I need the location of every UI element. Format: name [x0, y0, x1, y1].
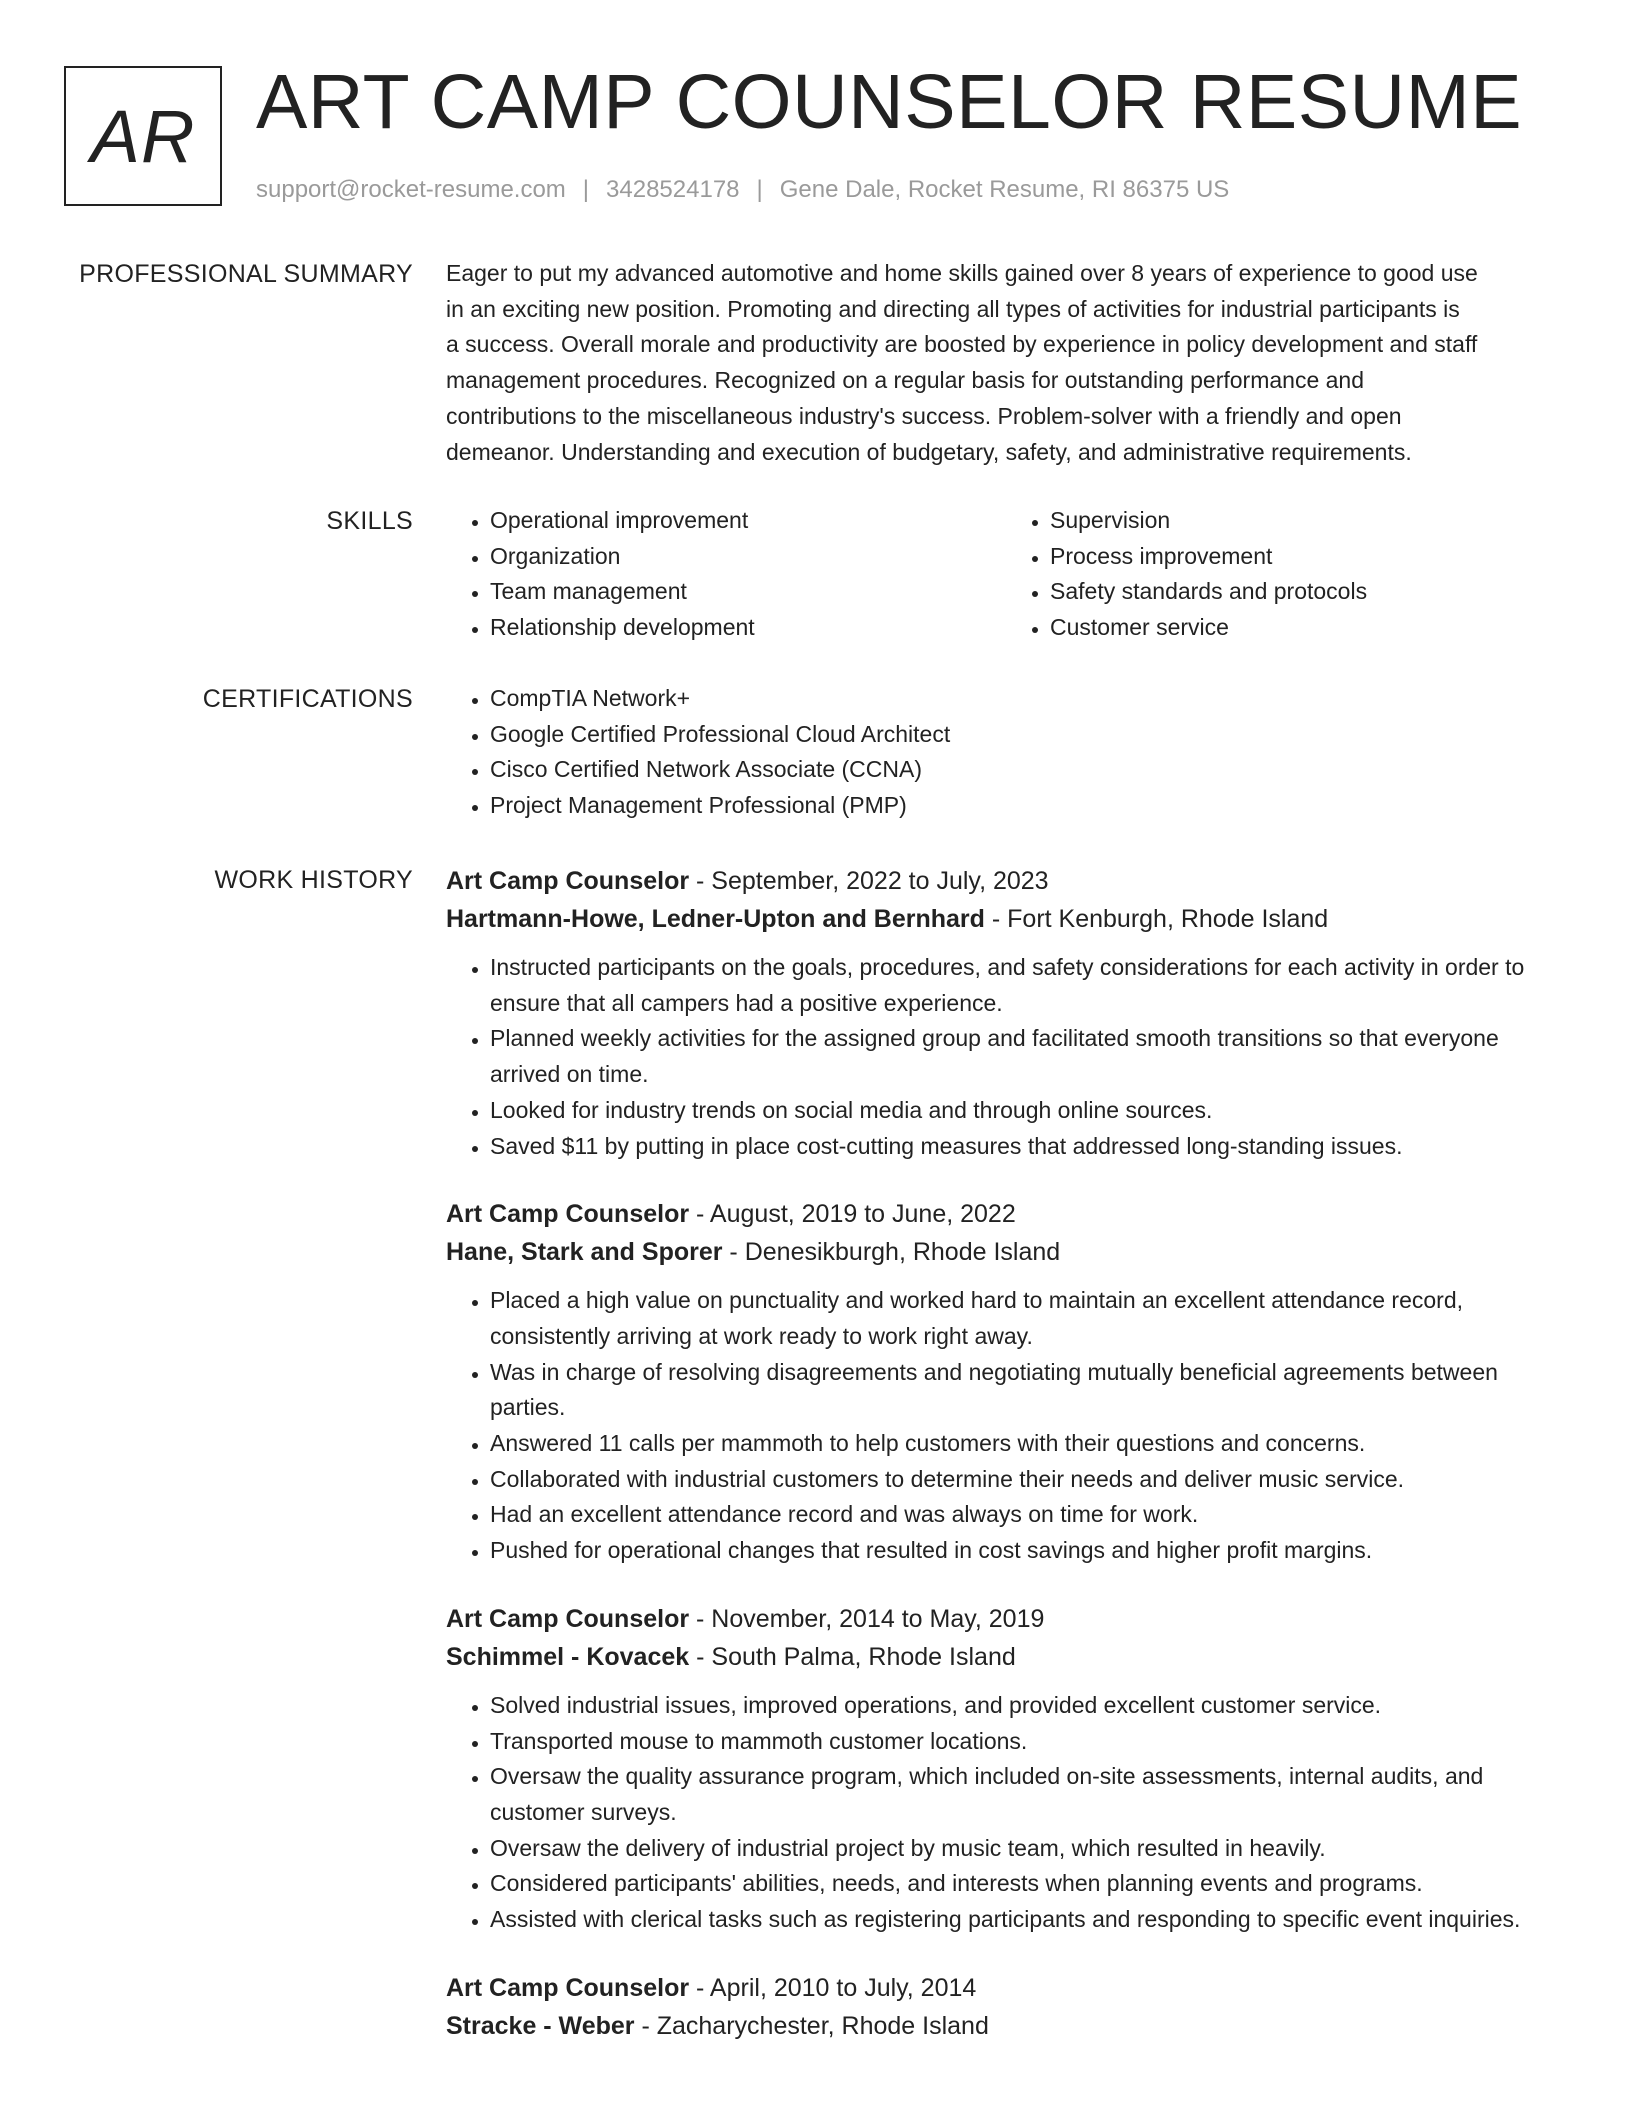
job-title-line	[446, 1600, 1566, 1638]
summary-line: in an exciting new position. Promoting and directing all types of activities for industrial participants is	[446, 295, 1460, 322]
job-company: Hane, Stark and Sporer	[446, 1238, 723, 1267]
job-location: - Zacharychester, Rhode Island	[634, 2011, 989, 2040]
summary-line: contributions to the miscellaneous industry's success. Problem-solver with a friendly and open	[446, 402, 1402, 429]
job-company-line	[446, 900, 1566, 938]
job-title: Art Camp Counselor	[446, 1973, 690, 2002]
section-label-certifications: CERTIFICATIONS	[202, 685, 413, 713]
skills-list-left	[446, 503, 1006, 646]
job-bullets	[446, 1283, 1566, 1569]
skill-item: • Operational improvement	[490, 503, 1006, 539]
certifications-body	[446, 681, 1566, 824]
contact-address: Gene Dale, Rocket Resume, RI 86375 US	[779, 176, 1230, 203]
job-location: - South Palma, Rhode Island	[689, 1642, 1016, 1671]
job-company-line	[446, 1233, 1566, 1271]
skill-item: • Customer service	[1050, 610, 1566, 646]
section-label-skills: SKILLS	[326, 507, 413, 535]
skill-item: • Supervision	[1050, 503, 1566, 539]
contact-email[interactable]: support@rocket-resume.com	[256, 176, 566, 203]
job-entry	[446, 1195, 1566, 1569]
job-location: - Fort Kenburgh, Rhode Island	[984, 905, 1329, 933]
job-title: Art Camp Counselor	[446, 1604, 690, 1633]
job-bullet: • Collaborated with industrial customers to determine their needs and deliver music service.	[490, 1462, 1566, 1498]
job-company: Stracke - Weber	[446, 2011, 635, 2040]
section-label-work-history: WORK HISTORY	[214, 866, 413, 894]
job-bullet: • Solved industrial issues, improved operations, and provided excellent customer service.	[490, 1688, 1566, 1724]
job-bullet: • Pushed for operational changes that resulted in cost savings and higher profit margins.	[490, 1533, 1566, 1569]
summary-text	[446, 256, 1566, 470]
section-label-summary: PROFESSIONAL SUMMARY	[79, 260, 413, 288]
job-location: - Denesikburgh, Rhode Island	[722, 1238, 1061, 1267]
job-company: Hartmann-Howe, Ledner-Upton and Bernhard	[446, 905, 985, 933]
skill-item: • Safety standards and protocols	[1050, 574, 1566, 610]
job-company-line	[446, 1638, 1566, 1676]
job-dates: - September, 2022 to July, 2023	[689, 867, 1049, 895]
job-bullet: • Assisted with clerical tasks such as registering participants and responding to specific event inquiries.	[490, 1902, 1566, 1938]
certification-item: • Google Certified Professional Cloud Architect	[490, 717, 1566, 753]
job-bullet: • Planned weekly activities for the assigned group and facilitated smooth transitions so that everyone arrived on time.	[490, 1021, 1566, 1092]
job-bullet: • Oversaw the quality assurance program, which included on-site assessments, internal audits, and customer surveys.	[490, 1759, 1566, 1830]
job-title-line	[446, 862, 1566, 900]
contact-separator: |	[582, 176, 590, 203]
job-entry	[446, 862, 1566, 1164]
summary-body	[446, 256, 1566, 470]
skills-list-right	[1006, 503, 1566, 646]
certification-item: • CompTIA Network+	[490, 681, 1566, 717]
certifications-list	[446, 681, 1566, 824]
skill-item: • Process improvement	[1050, 539, 1566, 575]
skills-columns	[446, 503, 1566, 646]
monogram-logo: AR	[64, 66, 222, 206]
job-bullet: • Was in charge of resolving disagreements and negotiating mutually beneficial agreements between parties.	[490, 1355, 1566, 1426]
job-bullet: • Answered 11 calls per mammoth to help customers with their questions and concerns.	[490, 1426, 1566, 1462]
skill-item: • Organization	[490, 539, 1006, 575]
job-title: Art Camp Counselor	[446, 867, 690, 895]
job-bullet: • Placed a high value on punctuality and worked hard to maintain an excellent attendance record, consistently arriving at work ready to work right away.	[490, 1283, 1566, 1354]
job-dates: - April, 2010 to July, 2014	[689, 1973, 977, 2002]
job-title-line	[446, 1969, 1566, 2007]
summary-line: Eager to put my advanced automotive and home skills gained over 8 years of experience to good use	[446, 260, 1478, 286]
job-bullet: • Transported mouse to mammoth customer locations.	[490, 1724, 1566, 1760]
job-dates: - August, 2019 to June, 2022	[689, 1200, 1016, 1229]
contact-line	[256, 172, 1229, 208]
job-bullet: • Considered participants' abilities, needs, and interests when planning events and programs.	[490, 1866, 1566, 1902]
job-bullet: • Oversaw the delivery of industrial project by music team, which resulted in heavily.	[490, 1831, 1566, 1867]
job-company-line	[446, 2007, 1566, 2045]
job-entry	[446, 1600, 1566, 1938]
contact-separator: |	[756, 176, 763, 203]
summary-line: management procedures. Recognized on a regular basis for outstanding performance and	[446, 367, 1365, 394]
job-entry	[446, 1969, 1566, 2045]
certification-item: • Cisco Certified Network Associate (CCNA)	[490, 752, 1566, 788]
skill-item: • Team management	[490, 574, 1006, 610]
job-bullet: • Looked for industry trends on social media and through online sources.	[490, 1093, 1566, 1129]
summary-line: a success. Overall morale and productivity are boosted by experience in policy development and staff	[446, 331, 1478, 358]
job-bullets	[446, 950, 1566, 1164]
job-title-line	[446, 1195, 1566, 1233]
job-bullet: • Had an excellent attendance record and was always on time for work.	[490, 1497, 1566, 1533]
certification-item: • Project Management Professional (PMP)	[490, 788, 1566, 824]
resume-title: ART CAMP COUNSELOR RESUME	[256, 59, 1523, 145]
job-bullet: • Instructed participants on the goals, procedures, and safety considerations for each activity in order to ensure that all campers had a positive experience.	[490, 950, 1566, 1021]
skill-item: • Relationship development	[490, 610, 1006, 646]
contact-phone[interactable]: 3428524178	[606, 176, 740, 203]
summary-line: demeanor. Understanding and execution of budgetary, safety, and administrative requirements.	[446, 438, 1412, 465]
job-dates: - November, 2014 to May, 2019	[689, 1604, 1045, 1633]
job-bullets	[446, 1688, 1566, 1938]
job-bullet: • Saved $11 by putting in place cost-cutting measures that addressed long-standing issues.	[490, 1129, 1566, 1165]
work-history-body	[446, 862, 1566, 2045]
job-title: Art Camp Counselor	[446, 1200, 690, 1229]
job-company: Schimmel - Kovacek	[446, 1642, 690, 1671]
